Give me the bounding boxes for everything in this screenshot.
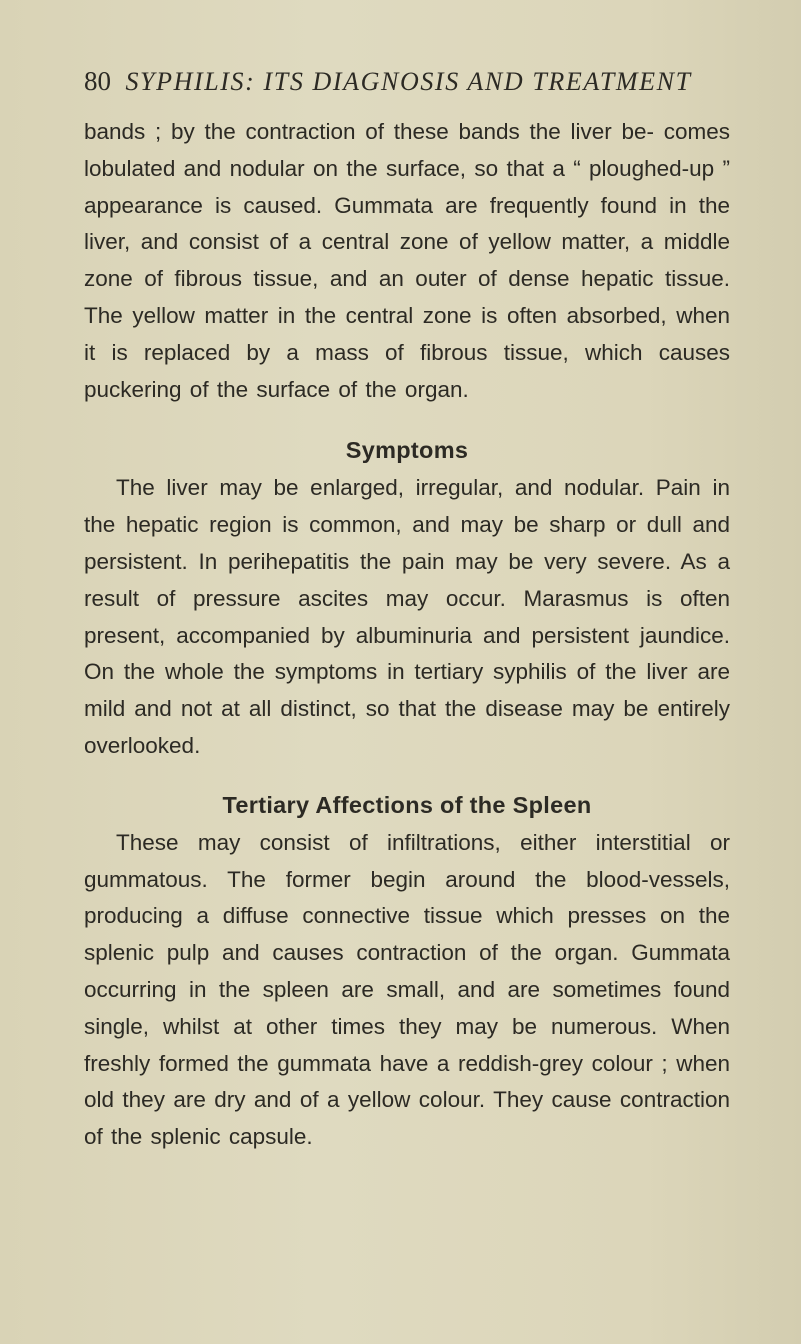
heading-symptoms: Symptoms bbox=[345, 437, 469, 464]
running-head bbox=[84, 66, 744, 106]
page-number: 80 bbox=[84, 66, 111, 96]
paragraph-liver-lobulation: bands ; by the contraction of these bands the liver be- comes lobulated and nodular on the surface, so that a “ ploughed-up ” appearance is caused. Gummata are frequently found in the liver, and consist of a central zone of yellow matter, a middle zone of fibrous tissue, and an outer of dense hepatic tissue. The yellow matter in the central zone is often absorbed, when it is replaced by a mass of fibrous tissue, which causes puckering of the surface of the organ. bbox=[84, 119, 730, 402]
running-title: SYPHILIS: ITS DIAGNOSIS AND TREATMENT bbox=[125, 67, 692, 96]
paragraph-spleen: These may consist of infiltrations, either interstitial or gummatous. The former begin around the blood-vessels, producing a diffuse connective tissue which presses on the splenic pulp and causes contraction of the organ. Gummata occurring in the spleen are small, and are sometimes found single, whilst at other times they may be numerous. When freshly formed the gummata have a reddish-grey colour ; when old they are dry and of a yellow colour. They cause contraction of the splenic capsule. bbox=[84, 829, 730, 1150]
heading-spleen: Tertiary Affections of the Spleen bbox=[222, 791, 592, 818]
body-text bbox=[84, 114, 730, 1156]
paragraph-symptoms: The liver may be enlarged, irregular, and nodular. Pain in the hepatic region is common, and may be sharp or dull and persistent. In perihepatitis the pain may be very severe. As a result of pressure ascites may occur. Marasmus is often present, accompanied by albuminuria and persistent jaundice. On the whole the symptoms in tertiary syphilis of the liver are mild and not at all distinct, so that the disease may be entirely overlooked. bbox=[84, 475, 730, 758]
